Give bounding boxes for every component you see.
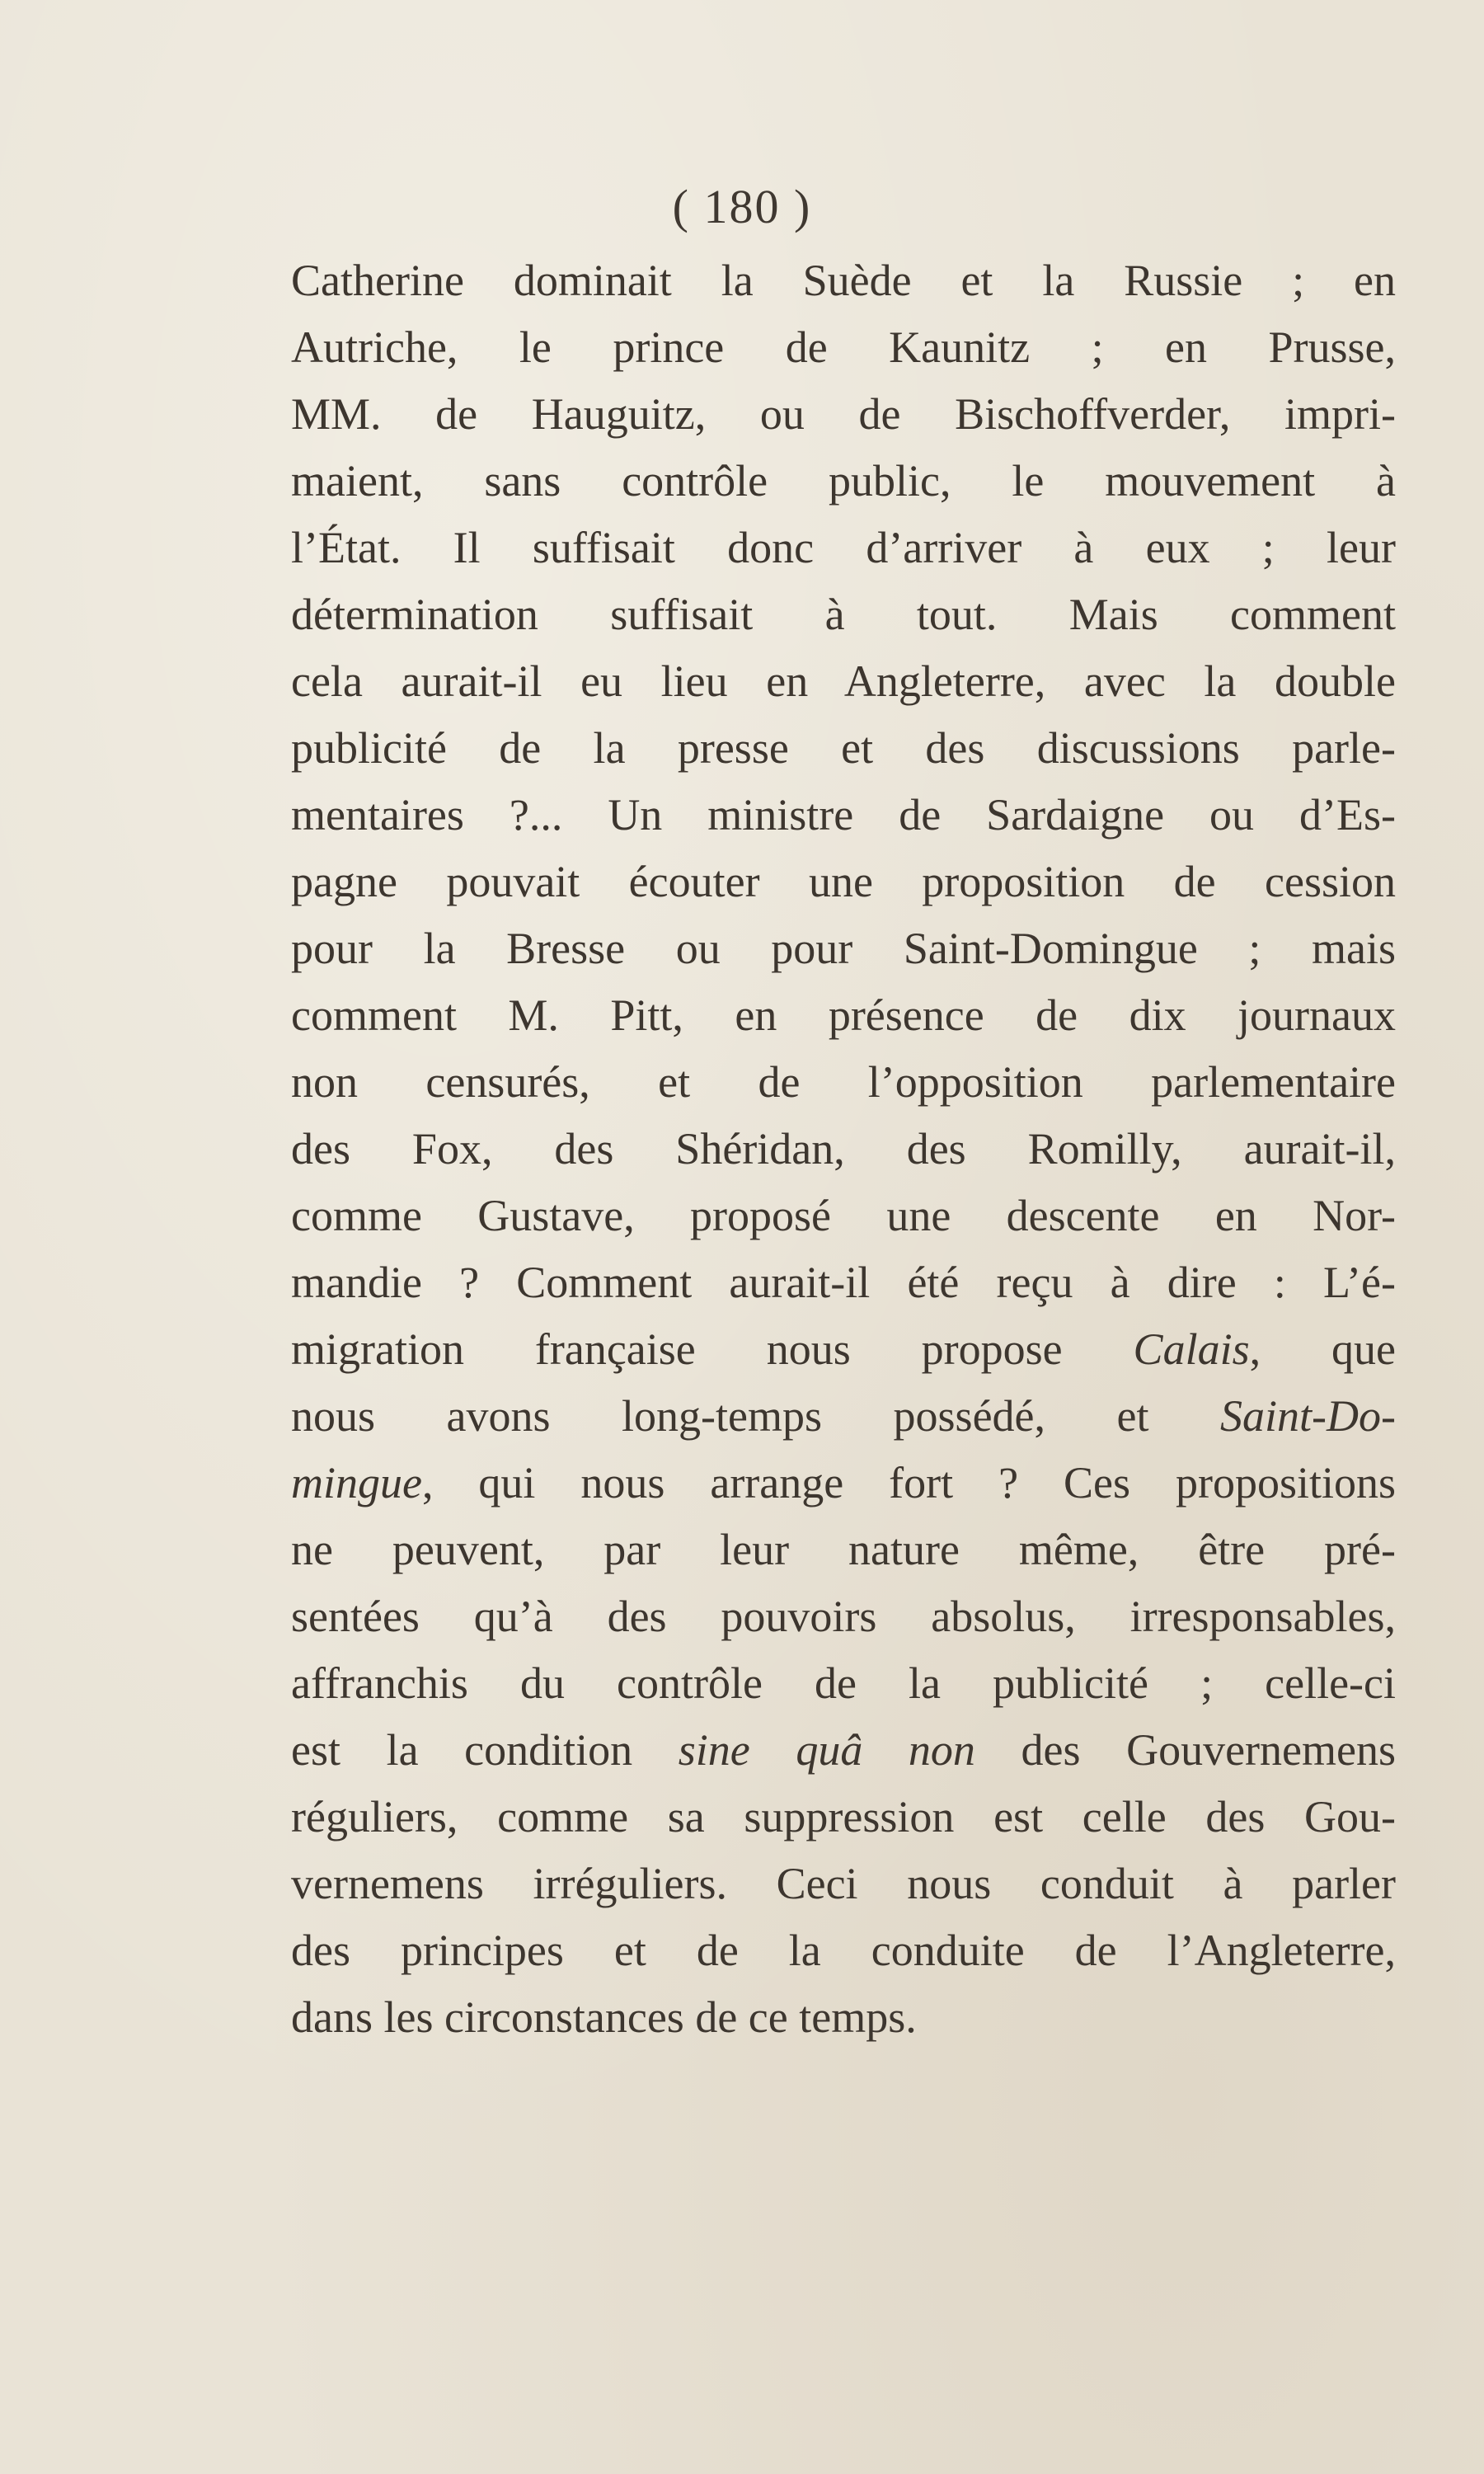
text-segment: affranchis du contrôle de la publicité ; celle-ci — [291, 1658, 1396, 1708]
text-line — [291, 1049, 1396, 1116]
text-line — [291, 648, 1396, 715]
text-segment: maient, sans contrôle public, le mouvement à — [291, 456, 1396, 506]
body-text — [291, 247, 1396, 2051]
text-segment: comme Gustave, proposé une descente en Nor- — [291, 1191, 1396, 1240]
text-segment: , qui nous arrange fort ? Ces propositions — [421, 1458, 1396, 1507]
text-line — [291, 1984, 1396, 2051]
text-line — [291, 715, 1396, 782]
text-line — [291, 1917, 1396, 1984]
text-segment: non censurés, et de l’opposition parlementaire — [291, 1057, 1396, 1107]
text-segment: migration française nous propose — [291, 1324, 1134, 1374]
text-segment: est la condition — [291, 1725, 679, 1775]
text-segment: pour la Bresse ou pour Saint-Domingue ; mais — [291, 924, 1396, 973]
text-line — [291, 1383, 1396, 1450]
text-line — [291, 314, 1396, 381]
text-segment: des Fox, des Shéridan, des Romilly, aurait-il, — [291, 1124, 1396, 1174]
text-segment: cela aurait-il eu lieu en Angleterre, avec la double — [291, 656, 1396, 706]
italic-text: mingue — [291, 1458, 422, 1507]
text-line — [291, 982, 1396, 1049]
text-segment: pagne pouvait écouter une proposition de cession — [291, 857, 1396, 906]
text-line — [291, 1784, 1396, 1851]
text-line — [291, 1517, 1396, 1583]
text-line — [291, 1650, 1396, 1717]
text-segment: sentées qu’à des pouvoirs absolus, irresponsables, — [291, 1592, 1396, 1641]
text-segment: vernemens irréguliers. Ceci nous conduit à parler — [291, 1859, 1396, 1908]
text-segment: l’État. Il suffisait donc d’arriver à eux ; leur — [291, 523, 1396, 572]
text-line — [291, 849, 1396, 915]
text-segment: publicité de la presse et des discussions parle- — [291, 723, 1396, 773]
text-line — [291, 515, 1396, 581]
italic-text: Calais — [1133, 1324, 1250, 1374]
text-segment: détermination suffisait à tout. Mais comment — [291, 590, 1396, 639]
text-segment: comment M. Pitt, en présence de dix journaux — [291, 990, 1396, 1040]
text-line — [291, 1116, 1396, 1183]
italic-text: sine quâ non — [678, 1725, 975, 1775]
text-segment: Catherine dominait la Suède et la Russie ; en — [291, 256, 1396, 305]
page-number: ( 180 ) — [672, 180, 812, 233]
text-segment: MM. de Hauguitz, ou de Bischoffverder, impri- — [291, 389, 1396, 439]
text-line — [291, 782, 1396, 849]
text-line — [291, 915, 1396, 982]
text-line — [291, 448, 1396, 515]
italic-text: Saint-Do- — [1220, 1391, 1396, 1441]
text-line — [291, 381, 1396, 448]
text-segment: dans les circonstances de ce temps. — [291, 1992, 917, 2042]
text-line — [291, 1717, 1396, 1784]
text-line — [291, 581, 1396, 648]
text-segment: nous avons long-temps possédé, et — [291, 1391, 1221, 1441]
text-segment: Autriche, le prince de Kaunitz ; en Prusse, — [291, 322, 1396, 372]
text-line — [291, 1316, 1396, 1383]
text-segment: des Gouvernemens — [974, 1725, 1396, 1775]
text-line — [291, 1183, 1396, 1249]
text-segment: ne peuvent, par leur nature même, être pré- — [291, 1525, 1396, 1574]
text-line — [291, 1450, 1396, 1517]
text-segment: réguliers, comme sa suppression est celle des Gou- — [291, 1792, 1396, 1841]
text-segment: , que — [1249, 1324, 1396, 1374]
text-segment: mentaires ?... Un ministre de Sardaigne ou d’Es- — [291, 790, 1396, 840]
text-segment: des principes et de la conduite de l’Angleterre, — [291, 1926, 1396, 1975]
text-line — [291, 1851, 1396, 1917]
text-segment: mandie ? Comment aurait-il été reçu à dire : L’é- — [291, 1258, 1396, 1307]
text-line — [291, 1249, 1396, 1316]
text-line — [291, 247, 1396, 314]
text-line — [291, 1583, 1396, 1650]
